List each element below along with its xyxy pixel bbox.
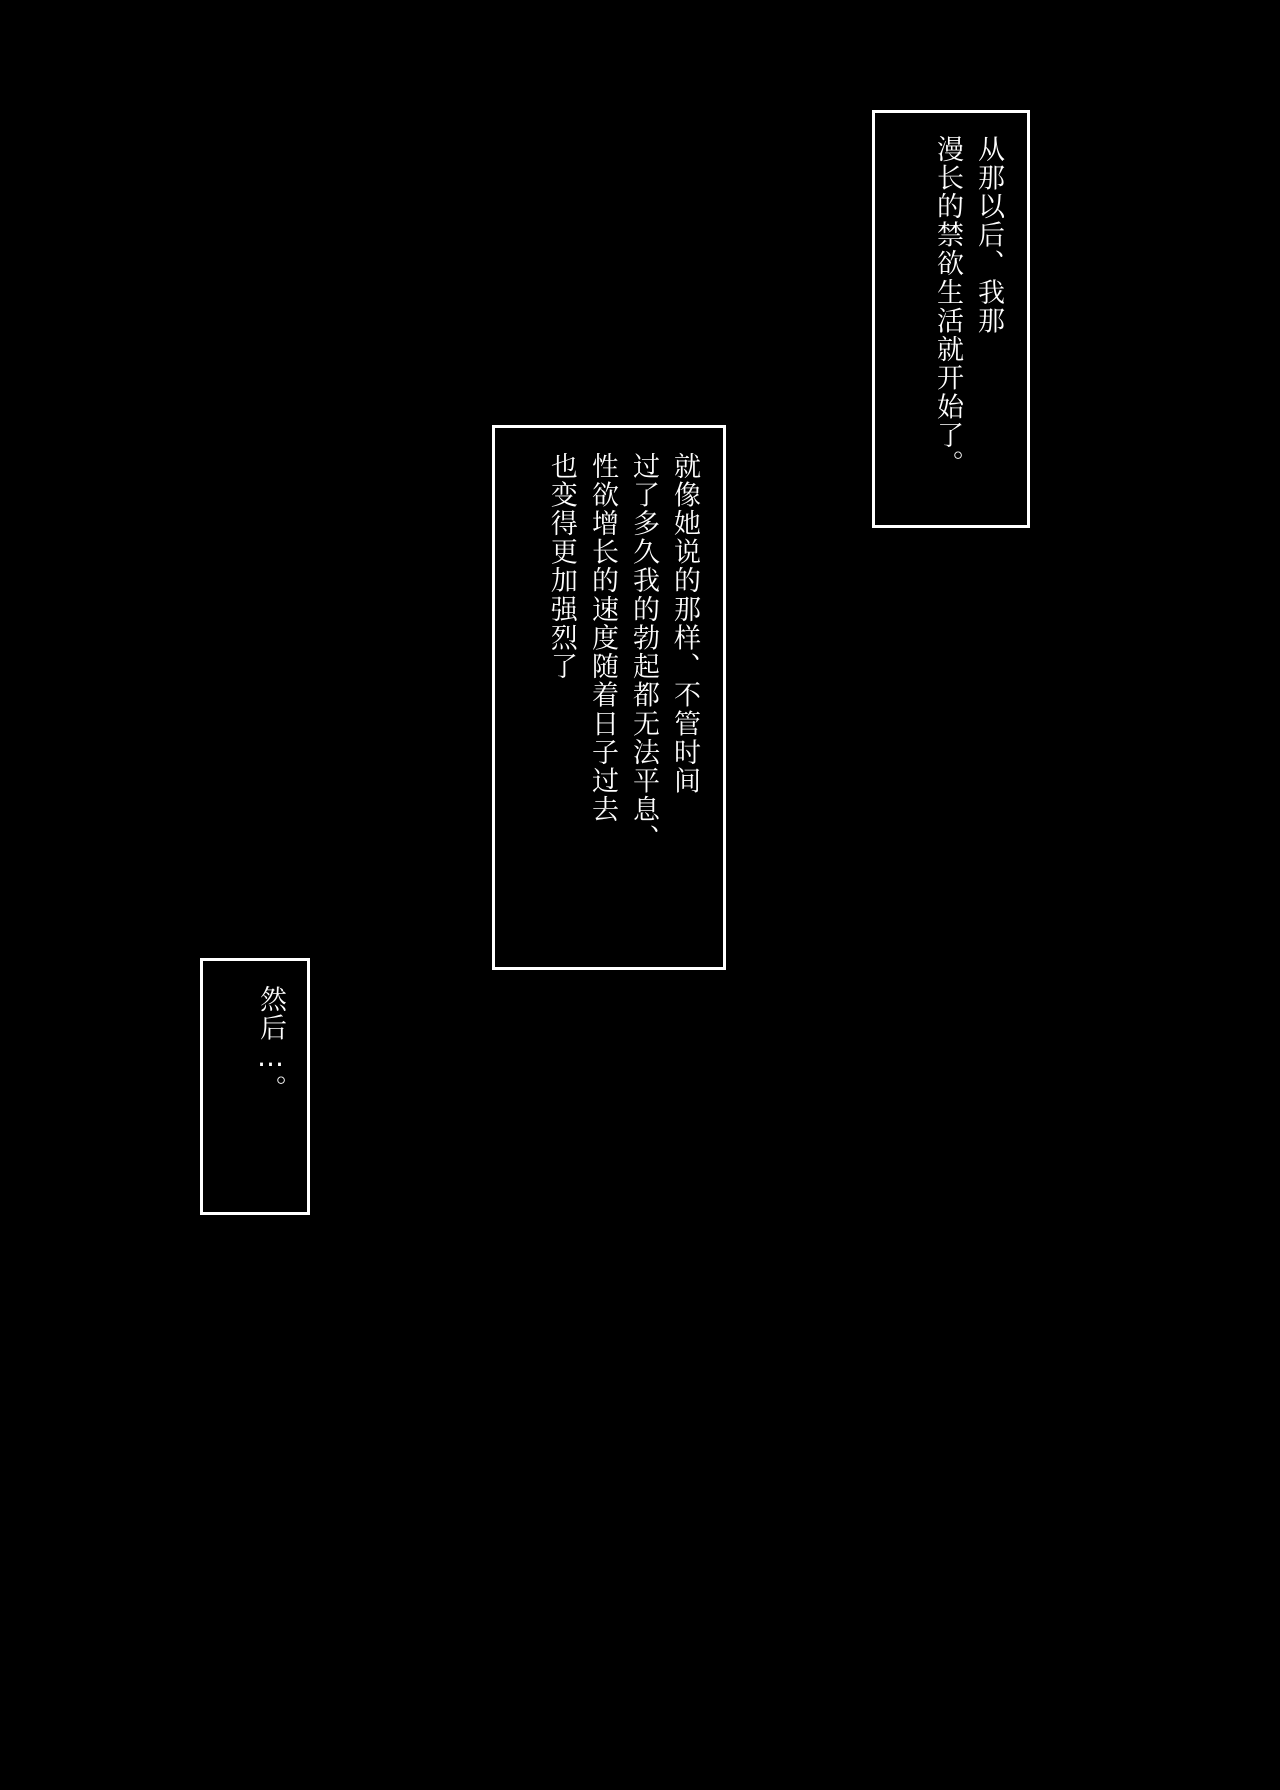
speech-line: 过了多久我的勃起都无法平息、 bbox=[627, 452, 659, 853]
speech-box-intro bbox=[872, 110, 1030, 528]
speech-line: 然后…。 bbox=[255, 985, 286, 1104]
speech-box-middle bbox=[492, 425, 726, 970]
speech-line: 从那以后、我那 bbox=[973, 135, 1004, 336]
speech-line: 漫长的禁欲生活就开始了。 bbox=[931, 135, 963, 479]
speech-line: 也变得更加强烈了 bbox=[545, 452, 577, 681]
speech-line: 就像她说的那样、不管时间 bbox=[669, 452, 700, 796]
speech-box-then bbox=[200, 958, 310, 1215]
speech-line: 性欲增长的速度随着日子过去 bbox=[586, 452, 618, 825]
